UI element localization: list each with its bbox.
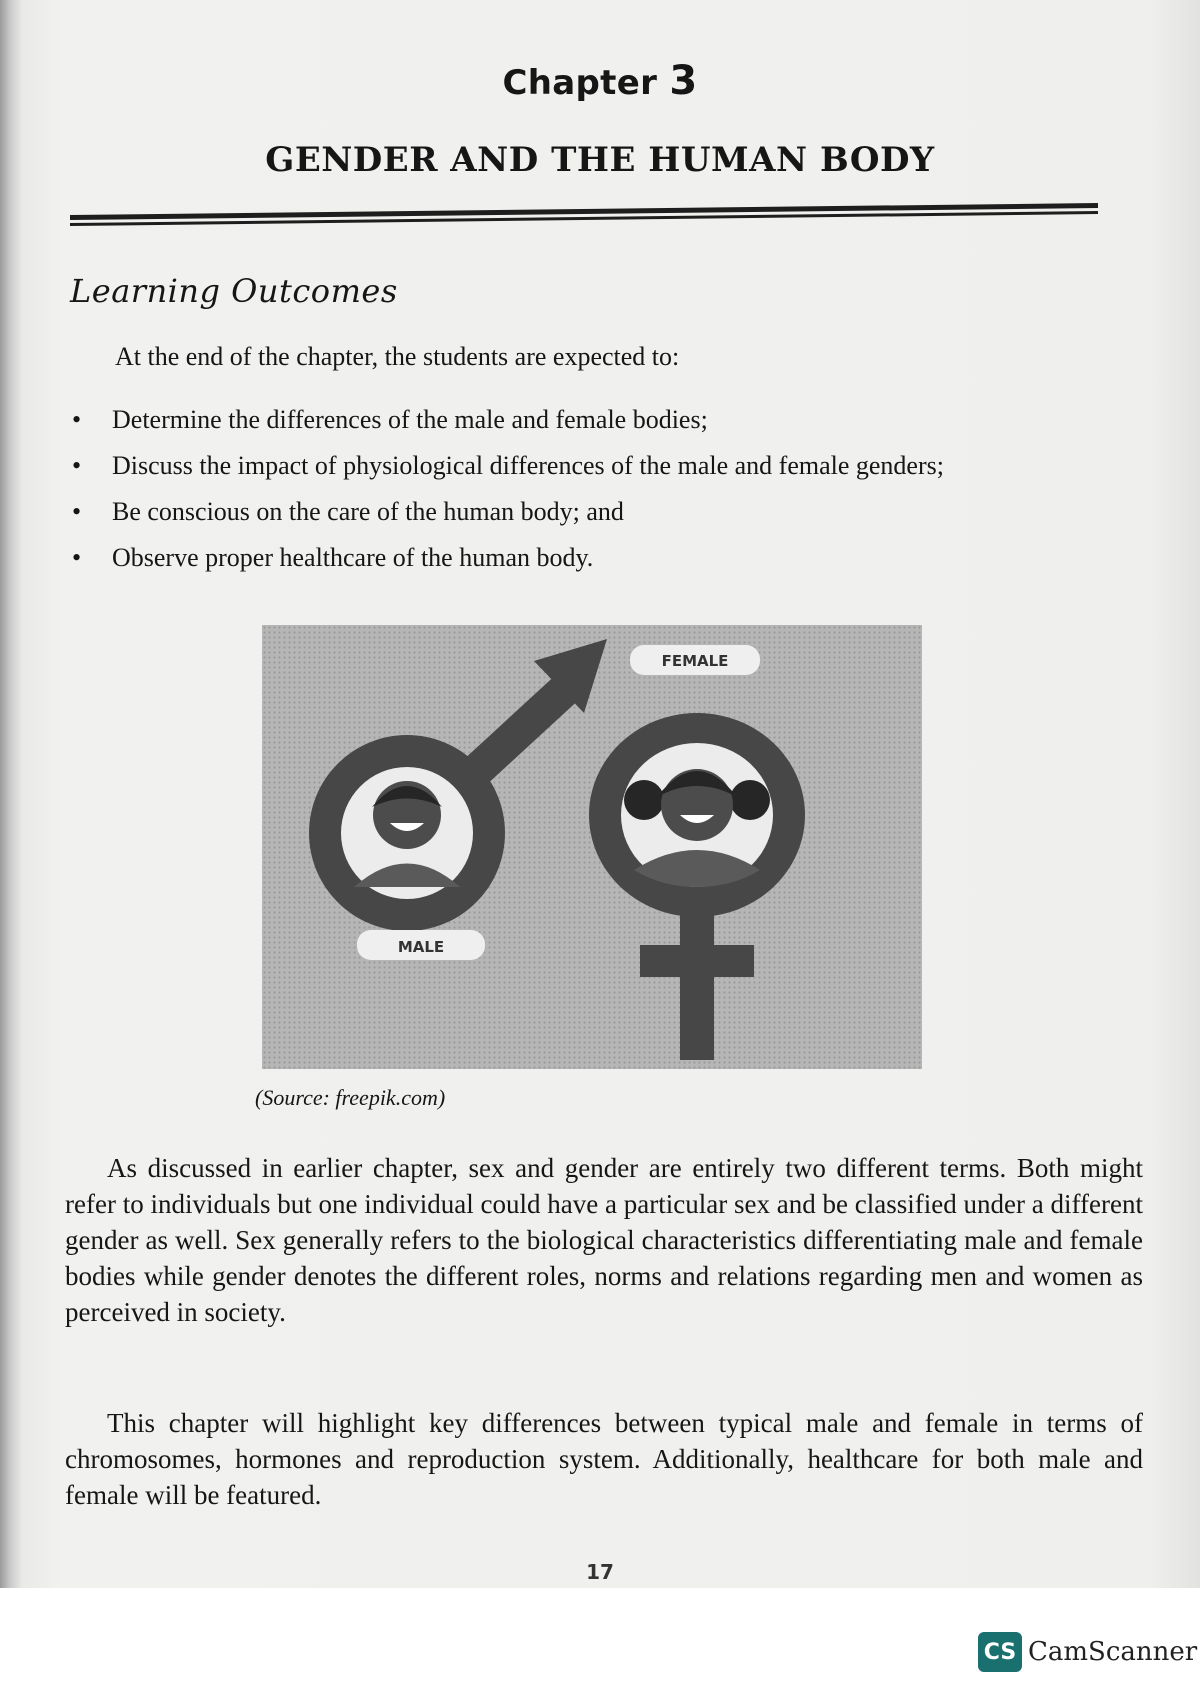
chapter-label xyxy=(0,58,1200,104)
page-number: 17 xyxy=(586,1560,614,1584)
list-item xyxy=(70,451,944,497)
camscanner-logo-icon: CS xyxy=(978,1632,1022,1672)
chapter-word: Chapter xyxy=(502,63,658,103)
list-item xyxy=(70,497,944,543)
outcomes-list xyxy=(70,405,944,589)
female-label: FEMALE xyxy=(661,652,729,670)
list-item xyxy=(70,405,944,451)
list-item-text: Be conscious on the care of the human body; and xyxy=(112,497,624,526)
body-paragraph-2 xyxy=(65,1405,1143,1513)
paragraph-2-text: This chapter will highlight key differences between typical male and female in terms of chromosomes, hormones and reproduction system. Additionally, healthcare for both male and female will be featured. xyxy=(65,1408,1143,1510)
list-item xyxy=(70,543,944,589)
bullet-icon: • xyxy=(72,543,82,572)
body-paragraph-1 xyxy=(65,1150,1143,1330)
paragraph-1-text: As discussed in earlier chapter, sex and gender are entirely two different terms. Both might refer to individuals but one individual could have a particular sex and be classified under a different gender as well. Sex generally refers to the biological characteristics differentiating male and female bodies while gender denotes the different roles, norms and relations regarding men and women as perceived in society. xyxy=(65,1153,1143,1327)
figure-source-caption: (Source: freepik.com) xyxy=(255,1085,446,1110)
list-item-text: Determine the differences of the male and female bodies; xyxy=(112,405,708,434)
bullet-icon: • xyxy=(72,451,82,480)
bullet-icon: • xyxy=(72,405,82,434)
list-item-text: Discuss the impact of physiological differences of the male and female genders; xyxy=(112,451,944,480)
bullet-icon: • xyxy=(72,497,82,526)
learning-outcomes-heading: Learning Outcomes xyxy=(70,272,398,310)
chapter-title: GENDER AND THE HUMAN BODY xyxy=(265,140,935,180)
chapter-number: 3 xyxy=(669,58,698,104)
male-label-tag xyxy=(357,930,485,960)
female-label-tag xyxy=(630,645,760,675)
outcomes-intro: At the end of the chapter, the students are expected to: xyxy=(115,342,680,371)
camscanner-watermark xyxy=(978,1632,1197,1672)
gender-symbols-illustration xyxy=(262,625,922,1069)
male-label: MALE xyxy=(397,938,445,956)
list-item-text: Observe proper healthcare of the human body. xyxy=(112,543,594,572)
camscanner-text: CamScanner xyxy=(1028,1637,1198,1667)
title-double-rule xyxy=(70,203,1098,229)
